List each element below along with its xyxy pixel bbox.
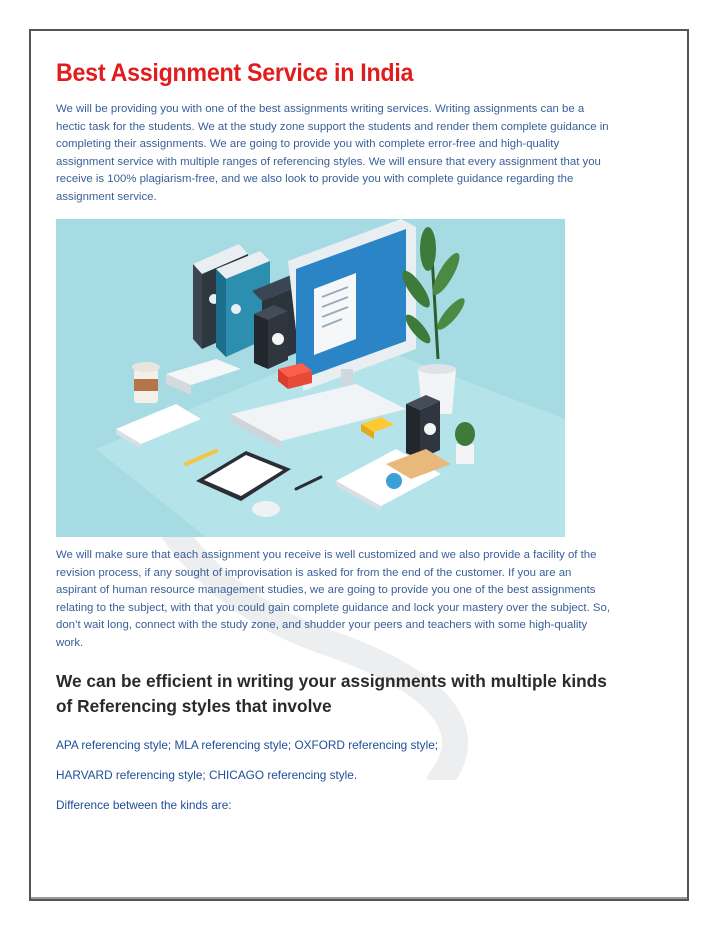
- section-heading: We can be efficient in writing your assignments with multiple kinds of Referencing styles that involve: [56, 671, 607, 716]
- document-content: [56, 56, 612, 813]
- intro-paragraph: We will be providing you with one of the best assignments writing services. Writing assignments can be a hectic task for the students. We at the study zone support the students and render them complete guidance in completing their assignments. We are going to provide you with complete error-free and high-quality assignment service with multiple ranges of referencing styles. We will ensure that every assignment that you receive is 100% plagiarism-free, and we also look to provide you with complete guidance regarding the assignment service.: [56, 103, 609, 203]
- coffee-cup-icon: [132, 362, 160, 403]
- difference-line: Difference between the kinds are:: [56, 798, 232, 812]
- referencing-styles-line-2: HARVARD referencing style; CHICAGO referencing style.: [56, 768, 358, 782]
- body-paragraph: We will make sure that each assignment you receive is well customized and we also provide a facility of the revision process, if any sought of improvisation is asked for from the end of the customer. If you are an aspirant of human resource management studies, we are going to provide you one of the best assignments relating to the subject, with that you could gain complete guidance and lock your mastery over the subject. So, don’t wait long, connect with the study zone, and shudder your peers and teachers with some high-quality work.: [56, 549, 611, 649]
- workspace-illustration-icon: [56, 219, 565, 537]
- speaker-icon: [254, 305, 288, 369]
- page-title: Best Assignment Service in India: [56, 59, 414, 87]
- referencing-styles-line-1: APA referencing style; MLA referencing style; OXFORD referencing style;: [56, 738, 439, 752]
- speaker-icon: [406, 395, 440, 459]
